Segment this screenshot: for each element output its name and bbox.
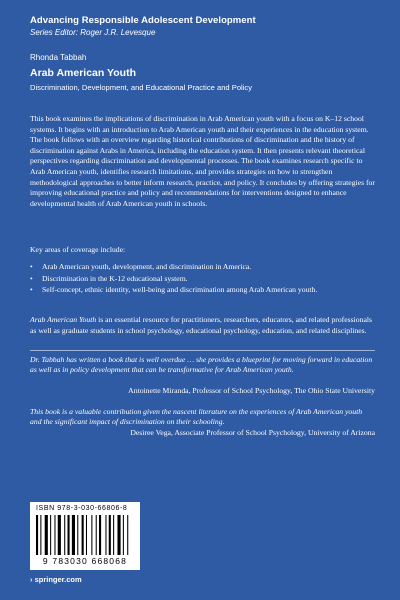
book-subtitle: Discrimination, Development, and Educational Practice and Policy [30,83,253,92]
endorsement-quote: This book is a valuable contribution given the nascent literature on the experiences of Arab American youth and the significant impact of discrimination on their schooling. [30,407,363,427]
barcode-number: 9 783030 668068 [42,556,128,566]
coverage-heading: Key areas of coverage include: [30,245,126,254]
series-title: Advancing Responsible Adolescent Development [30,15,256,26]
coverage-item: • Arab American youth, development, and discrimination in America. [30,262,375,273]
description-paragraph: This book examines the implications of discrimination in Arab American youth with a focus on K–12 school systems. It begins with an introduction to Arab American youth and their experiences in the education system. The book follows with an overview regarding historical contributions of discrimination and the history of discrimination against Arabs in America, including the education system. It then presents relevant theoretical perspectives regarding discrimination and developmental processes. The book examines research specific to Arab American youth, identifies research limitations, and provides strategies on how to strengthen methodological approaches to better inform research, practice, and policy. It concludes by offering strategies for improving educational practice and policy and recommendations for interventions designed to enhance developmental health of Arab American youth in schools. [30,114,375,208]
author-name: Rhonda Tabbah [30,53,87,62]
endorsement-attribution: Desiree Vega, Associate Professor of School Psychology, University of Arizona [130,428,375,437]
book-title: Arab American Youth [30,67,136,79]
audience-text: is an essential resource for practitioners, researchers, educators, and related professionals as well as graduate students in school psychology, educational psychology, education, and related disciplines. [30,315,372,335]
endorsement-attribution: Antoinette Miranda, Professor of School Psychology, The Ohio State University [128,386,375,395]
audience-paragraph [30,315,375,336]
coverage-item: • Discrimination in the K-12 educational system. [30,274,375,285]
publisher-url: › springer.com [30,575,82,584]
isbn-text: ISBN 978-3-030-66806-8 [36,505,128,512]
coverage-item: • Self-concept, ethnic identity, well-being and discrimination among Arab American youth. [30,285,375,296]
coverage-list [30,262,375,297]
barcode-image [36,515,134,555]
divider [30,350,375,351]
audience-book-title: Arab American Youth [30,315,97,324]
series-editor: Series Editor: Roger J.R. Levesque [30,28,156,37]
barcode-block [30,502,140,570]
endorsement-quote: Dr. Tabbah has written a book that is well overdue … she provides a blueprint for moving forward in education as well as in policy development that can be transformative for Arab American youth. [30,355,373,375]
